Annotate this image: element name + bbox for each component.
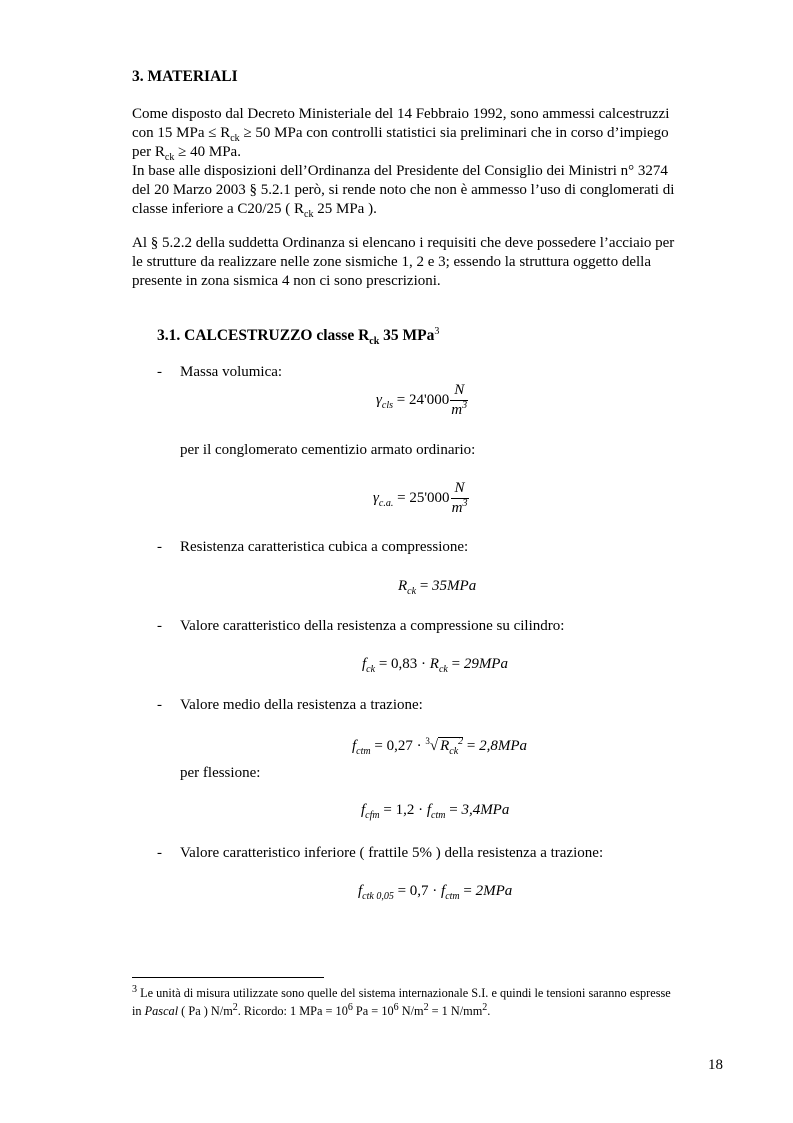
- item-resistenza-cubica: Resistenza caratteristica cubica a compressione:: [180, 539, 469, 555]
- line: le strutture da realizzare nelle zone sismiche 1, 2 e 3; essendo la struttura oggetto della: [132, 254, 651, 270]
- footnote-separator: [132, 977, 324, 978]
- formula-gamma-cls: $\gamma_{cls} = 24'000$ $\frac{N}{m^3}$: [376, 382, 468, 418]
- line: Al § 5.2.2 della suddetta Ordinanza si elencano i requisiti che deve possedere l’acciaio per: [132, 235, 675, 251]
- line: In base alle disposizioni dell’Ordinanza del Presidente del Consiglio dei Ministri n° 3274: [132, 163, 668, 179]
- section-heading: 3. MATERIALI: [132, 68, 238, 85]
- line: presente in zona sismica 4 non ci sono prescrizioni.: [132, 273, 441, 289]
- footnote: [132, 984, 726, 1020]
- formula-fctm: $f_{ctm} = 0,27 \cdot ^3√$ $R_{ck}^2 = 2,8MPa$: [352, 736, 528, 757]
- line: del 20 Marzo 2003 § 5.2.1 però, si rende noto che non è ammesso l’uso di conglomerati di: [132, 182, 675, 198]
- bullet-dash: -: [157, 618, 162, 634]
- item-conglomerato-ordinario: per il conglomerato cementizio armato ordinario:: [180, 442, 476, 458]
- formula-fck: $f_{ck} = 0,83 \cdot R_{ck} = 29MPa$: [362, 656, 508, 675]
- bullet-dash: -: [157, 364, 162, 380]
- line: per $R_{ck} \ge 40$ MPa.: [132, 144, 241, 163]
- item-resistenza-cilindro: Valore caratteristico della resistenza a compressione su cilindro:: [180, 618, 565, 634]
- item-valore-inferiore: Valore caratteristico inferiore ( frattile 5% ) della resistenza a trazione:: [180, 845, 604, 861]
- cube-root-icon: √: [429, 738, 439, 754]
- formula-fcfm: $f_{cfm} = 1,2 \cdot f_{ctm} = 3,4MPa$: [361, 802, 510, 821]
- subsection-heading: 3.1. CALCESTRUZZO classe $R_{ck}$ 35 MPa$^3$: [157, 325, 440, 348]
- formula-gamma-ca: $\gamma_{c.a.} = 25'000$ $\frac{N}{m^3}$: [373, 480, 468, 516]
- item-massa-volumica: Massa volumica:: [180, 364, 283, 380]
- line: Come disposto dal Decreto Ministeriale del 14 Febbraio 1992, sono ammessi calcestruzzi: [132, 106, 670, 122]
- footnote-line: $^3$ Le unità di misura utilizzate sono quelle del sistema internazionale S.I. e quindi le tensioni saranno espresse: [132, 983, 671, 1000]
- intro-paragraph-1: [132, 105, 726, 219]
- bullet-dash: -: [157, 845, 162, 861]
- footnote-ref: 3: [434, 325, 440, 337]
- line: con 15 MPa ≤ $R_{ck} \ge 50$ MPa con controlli statistici sia preliminari che in corso d’impiego: [132, 125, 669, 144]
- item-resistenza-trazione: Valore medio della resistenza a trazione:: [180, 697, 423, 713]
- intro-paragraph-2: [132, 234, 726, 291]
- line: classe inferiore a C20/25 ( $R_{ck}$ 25 MPa ).: [132, 201, 377, 220]
- footnote-line: in Pascal ( Pa ) $N/m^2$. Ricordo: 1 MPa = $10^6$ $Pa = 10^6$ $N/m^2 = 1$ $N/mm^2$.: [132, 1001, 491, 1018]
- bullet-dash: -: [157, 539, 162, 555]
- formula-rck: $R_{ck} = 35MPa$: [398, 578, 477, 597]
- formula-fctk: $f_{ctk 0,05} = 0,7 \cdot f_{ctm} = 2MPa$: [358, 883, 513, 902]
- bullet-dash: -: [157, 697, 162, 713]
- item-flessione: per flessione:: [180, 765, 261, 781]
- page-number: 18: [708, 1057, 723, 1073]
